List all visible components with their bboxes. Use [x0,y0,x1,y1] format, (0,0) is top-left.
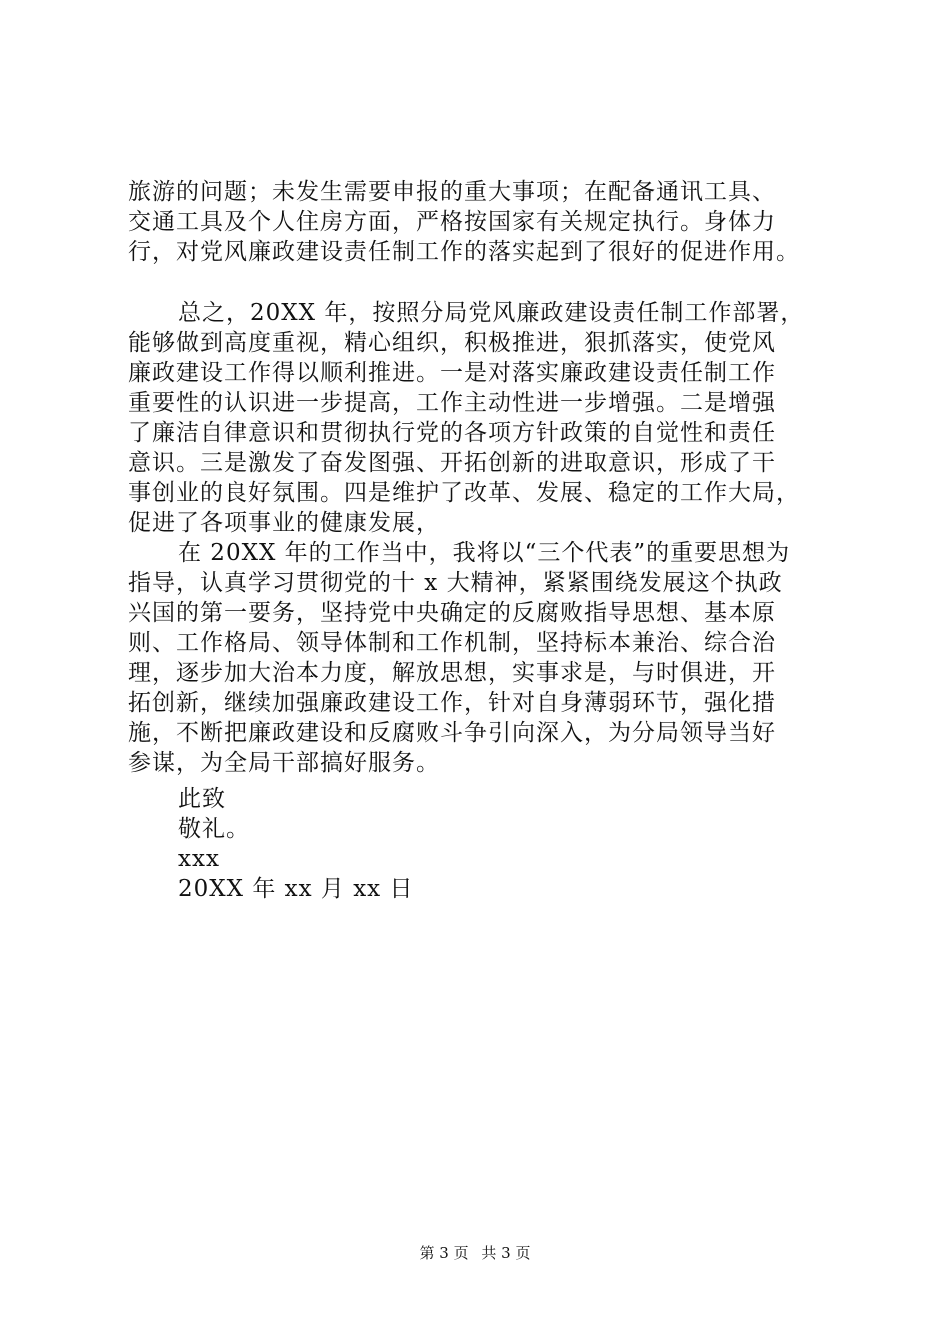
paragraph-2-line: 总之，20XX 年，按照分局党风廉政建设责任制工作部署， [178,300,805,326]
respect-line: 敬礼。 [178,816,250,842]
paragraph-3-line: 理，逐步加大治本力度，解放思想，实事求是，与时俱进，开 [128,660,776,686]
paragraph-2-line: 促进了各项事业的健康发展， [128,510,440,536]
paragraph-1 [128,177,868,267]
signature: xxx [178,846,220,872]
paragraph-2-line: 能够做到高度重视，精心组织，积极推进，狠抓落实，使党风 [128,330,776,356]
page-number-current: 第 3 页 [419,1244,469,1262]
paragraph-3 [128,538,868,778]
page-footer [0,1243,950,1263]
body-paragraphs [128,298,868,778]
paragraph-3-line: 指导，认真学习贯彻党的十 x 大精神，紧紧围绕发展这个执政 [128,570,783,596]
letter-date: 20XX 年 xx 月 xx 日 [178,876,414,902]
paragraph-3-line: 在 20XX 年的工作当中，我将以“三个代表”的重要思想为 [178,540,791,566]
page-number-total: 共 3 页 [481,1244,531,1262]
paragraph-3-line: 拓创新，继续加强廉政建设工作，针对自身薄弱环节，强化措 [128,690,776,716]
paragraph-3-line: 参谋，为全局干部搞好服务。 [128,750,440,776]
paragraph-1-line: 旅游的问题；未发生需要申报的重大事项；在配备通讯工具、 [128,179,776,205]
paragraph-2-line: 重要性的认识进一步提高，工作主动性进一步增强。二是增强 [128,390,776,416]
paragraph-2-line: 了廉洁自律意识和贯彻执行党的各项方针政策的自觉性和责任 [128,420,776,446]
paragraph-2-line: 廉政建设工作得以顺利推进。一是对落实廉政建设责任制工作 [128,360,776,386]
paragraph-1-line: 交通工具及个人住房方面，严格按国家有关规定执行。身体力 [128,209,776,235]
paragraph-3-line: 兴国的第一要务，坚持党中央确定的反腐败指导思想、基本原 [128,600,776,626]
salutation: 此致 [178,786,226,812]
paragraph-1-line: 行，对党风廉政建设责任制工作的落实起到了很好的促进作用。 [128,239,800,265]
paragraph-2-line: 事创业的良好氛围。四是维护了改革、发展、稳定的工作大局， [128,480,800,506]
paragraph-3-line: 施，不断把廉政建设和反腐败斗争引向深入，为分局领导当好 [128,720,776,746]
paragraph-2-line: 意识。三是激发了奋发图强、开拓创新的进取意识，形成了干 [128,450,776,476]
paragraph-3-line: 则、工作格局、领导体制和工作机制，坚持标本兼治、综合治 [128,630,776,656]
paragraph-2 [128,298,868,538]
letter-closing [178,784,413,904]
